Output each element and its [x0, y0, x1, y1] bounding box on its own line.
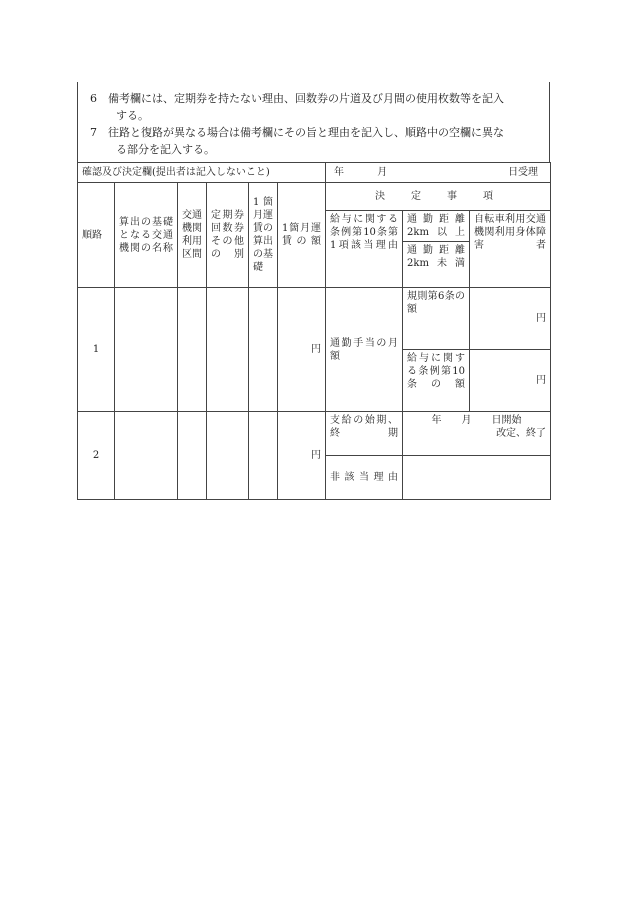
note-text: 備考欄には、定期券を持たない理由、回数券の片道及び月間の使用枚数等を記入 — [108, 92, 504, 105]
row-number: 1 — [78, 288, 115, 412]
note-text: 往路と復路が異なる場合は備考欄にその旨と理由を記入し、順路中の空欄に異な — [108, 126, 504, 139]
cell-transport[interactable] — [115, 412, 178, 500]
form-sheet — [77, 82, 550, 500]
allowance-label: 通勤手当の月額 — [326, 288, 403, 412]
table-row — [78, 288, 551, 350]
confirm-label: 確認及び決定欄(提出者は記入しないこと) — [78, 163, 326, 183]
header-reason: 給与に関する条例第10条第1項該当理由 — [326, 211, 403, 288]
rule6-label: 規則第6条の額 — [403, 288, 470, 350]
cell-section[interactable] — [178, 412, 207, 500]
note-text-continued: る部分を記入する。 — [116, 143, 215, 156]
cell-fare-basis[interactable] — [249, 288, 278, 412]
note-7 — [90, 124, 539, 141]
nonapplicable-label: 非該当理由 — [326, 456, 403, 500]
cell-section[interactable] — [178, 288, 207, 412]
header-transport: 算出の基礎となる交通機関の名称 — [115, 183, 178, 288]
note-6 — [90, 90, 539, 107]
table-row — [78, 412, 551, 456]
header-ticket-type: 定期券回数券その他の別 — [207, 183, 249, 288]
header-section: 交通機関利用区間 — [178, 183, 207, 288]
ordinance10-amount[interactable]: 円 — [470, 350, 551, 412]
cell-ticket-type[interactable] — [207, 412, 249, 500]
note-number: 6 — [90, 92, 97, 105]
decision-table — [77, 162, 551, 500]
header-under-2km: 通勤距離2km未満 — [403, 242, 470, 288]
period-value[interactable]: 年 月 日開始 改定、終了 — [403, 412, 551, 456]
cell-transport[interactable] — [115, 288, 178, 412]
header-decision: 決 定 事 項 — [326, 183, 551, 211]
row-number: 2 — [78, 412, 115, 500]
cell-monthly-fare[interactable]: 円 — [278, 288, 326, 412]
confirm-date: 年 月 日受理 — [326, 163, 551, 183]
cell-ticket-type[interactable] — [207, 288, 249, 412]
ordinance10-label: 給与に関する条例第10条の額 — [403, 350, 470, 412]
header-monthly-fare: 1箇月運賃の額 — [278, 183, 326, 288]
cell-fare-basis[interactable] — [249, 412, 278, 500]
confirm-row — [78, 163, 551, 183]
nonapplicable-value[interactable] — [403, 456, 551, 500]
notes-section — [77, 82, 550, 162]
header-fare-basis: 1箇月運賃の算出の基礎 — [249, 183, 278, 288]
header-over-2km: 通勤距離2km以上 — [403, 211, 470, 242]
cell-monthly-fare[interactable]: 円 — [278, 412, 326, 500]
note-text-continued: する。 — [116, 109, 149, 122]
note-number: 7 — [90, 126, 97, 139]
header-route: 順路 — [78, 183, 115, 288]
rule6-amount[interactable]: 円 — [470, 288, 551, 350]
header-bicycle: 自転車利用交通機関利用身体障害者 — [470, 211, 551, 288]
period-label: 支給の始期、終期 — [326, 412, 403, 456]
